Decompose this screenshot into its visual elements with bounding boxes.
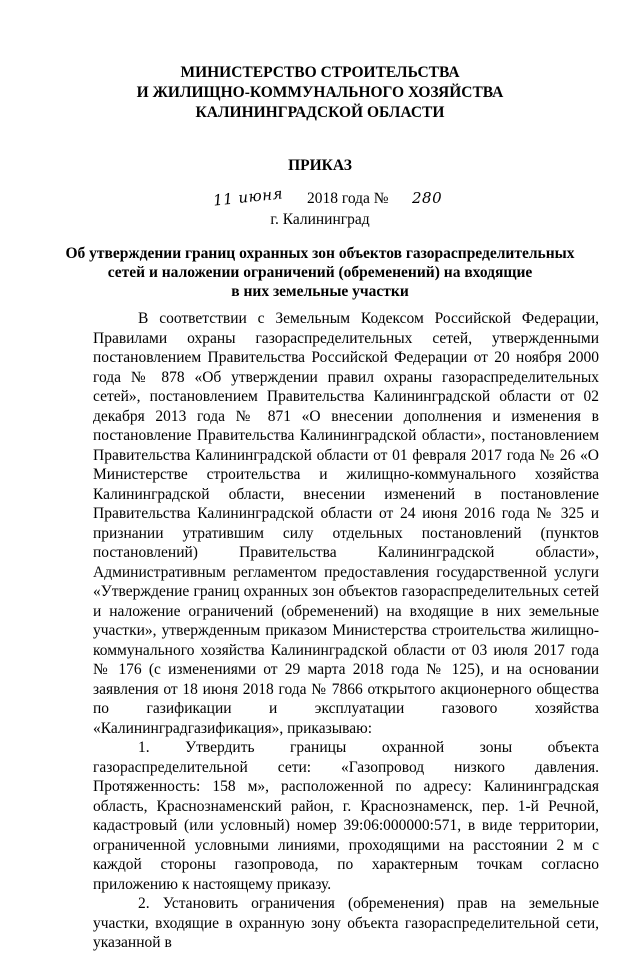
order-subject xyxy=(0,244,640,301)
subject-line-1: Об утверждении границ охранных зон объектов газораспределительных xyxy=(65,245,575,262)
ministry-header xyxy=(0,63,640,123)
preamble-paragraph: В соответствии с Земельным Кодексом Российской Федерации, Правилами охраны газораспределительных сетей, утвержденными постановлением Правительства Российской Федерации от 20 ноября 2000 года № 878 «Об утверждении правил охраны газораспределительных сетей», постановлением Правительства Калининградской области от 02 декабря 2013 года № 871 «О внесении дополнения и изменения в постановление Правительства Калининградской области», постановлением Правительства Калининградской области от 01 февраля 2017 года № 26 «О Министерстве строительства и жилищно-коммунального хозяйства Калининградской области, внесении изменений в постановление Правительства Калининградской области от 24 июня 2016 года № 325 и признании утратившим силу отдельных постановлений (пунктов постановлений) Правительства Калининградской области», Административным регламентом предоставления государственной услуги «Утверждение границ охранных зон объектов газораспределительных сетей и наложение ограничений (обременений) на входящие в них земельные участки», утвержденным приказом Министерства строительства жилищно-коммунального хозяйства Калининградской области от 03 июля 2017 года № 176 (с изменениями от 29 марта 2018 года № 125), и на основании заявления от 18 июня 2018 года № 7866 открытого акционерного общества по газификации и эксплуатации газового хозяйства «Калининградгазификация», приказываю: xyxy=(93,310,599,737)
city: г. Калининград xyxy=(270,211,370,228)
ministry-line-3: КАЛИНИНГРАДСКОЙ ОБЛАСТИ xyxy=(195,104,445,121)
ministry-line-1: МИНИСТЕРСТВО СТРОИТЕЛЬСТВА xyxy=(180,64,460,81)
ministry-line-2: И ЖИЛИЩНО-КОММУНАЛЬНОГО ХОЗЯЙСТВА xyxy=(136,84,504,101)
subject-line-3: в них земельные участки xyxy=(231,283,409,300)
item-2-paragraph: 2. Установить ограничения (обременения) прав на земельные участки, входящие в охранную зону объекта газораспределительной сети, указанной в xyxy=(93,895,599,951)
handwritten-order-number: 280 xyxy=(412,189,443,207)
order-body xyxy=(93,309,599,953)
printed-date: 2018 года № xyxy=(307,190,389,207)
subject-line-2: сетей и наложении ограничений (обременений) на входящие xyxy=(107,264,533,281)
order-date-line xyxy=(210,184,470,212)
order-title: ПРИКАЗ xyxy=(288,157,352,174)
handwritten-date: 11 июня xyxy=(212,184,284,210)
item-1-paragraph: 1. Утвердить границы охранной зоны объекта газораспределительной сети: «Газопровод низкого давления. Протяженность: 158 м», расположенной по адресу: Калининградская область, Краснознаменский район, г. Краснознаменск, пер. 1-й Речной, кадастровый (или условный) номер 39:06:000000:571, в виде территории, ограниченной условными линиями, проходящими на расстоянии 2 м с каждой стороны газопровода, по характерным точкам согласно приложению к настоящему приказу. xyxy=(93,739,599,893)
